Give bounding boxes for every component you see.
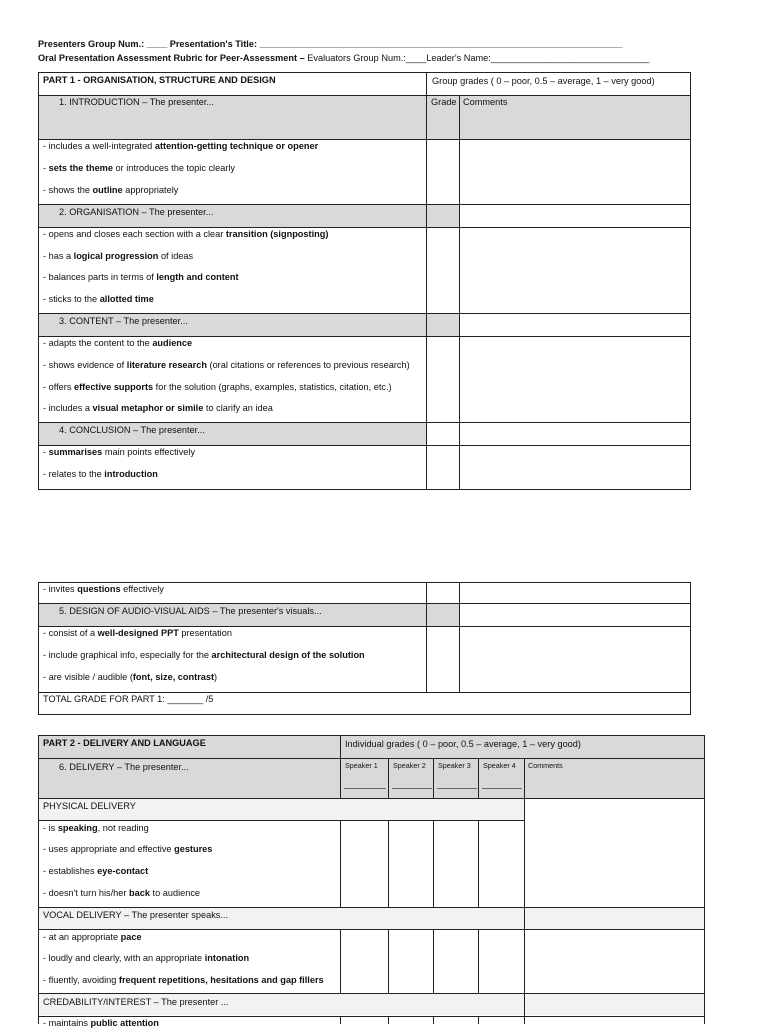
col-speaker-4: Speaker 4 [483,761,516,770]
criterion-public-attention: - maintains public attention [43,1018,159,1028]
rubric-title: Oral Presentation Assessment Rubric for Peer-Assessment – [38,53,305,63]
credibility-heading: CREDABILITY/INTEREST – The presenter ... [43,997,229,1007]
criterion-pace: - at an appropriate pace [43,932,142,942]
criterion-fluency: - fluently, avoiding frequent repetitions, hesitations and gap fillers [43,975,324,985]
criterion-supports: - offers effective supports for the solution (graphs, examples, statistics, citation, etc.) [43,382,392,392]
sec5-heading: 5. DESIGN OF AUDIO-VISUAL AIDS – The presenter's visuals... [59,606,322,616]
sec2-heading: 2. ORGANISATION – The presenter... [59,207,214,217]
vocal-delivery-heading: VOCAL DELIVERY – The presenter speaks... [43,910,229,920]
evaluators-fields: Evaluators Group Num.:____Leader's Name:_______________________________ [304,53,650,63]
sec6-heading: 6. DELIVERY – The presenter... [59,762,189,772]
part2-grades-header: Individual grades ( 0 – poor, 0.5 – average, 1 – very good) [345,739,581,749]
criterion-ppt: - consist of a well-designed PPT presentation [43,628,232,638]
criterion-graphical: - include graphical info, especially for the architectural design of the solution [43,650,365,660]
criterion-attention: - includes a well-integrated attention-getting technique or opener [43,141,319,151]
sec5-band-grade [427,604,459,626]
criterion-speaking: - is speaking, not reading [43,823,149,833]
sec2-band-grade [427,205,459,227]
col-comments-part2: Comments [528,761,563,770]
col-speaker-3: Speaker 3 [438,761,471,770]
criterion-metaphor: - includes a visual metaphor or simile to clarify an idea [43,403,273,413]
header-line-2 [38,53,649,63]
criterion-visible: - are visible / audible (font, size, contrast) [43,672,218,682]
criterion-audience: - adapts the content to the audience [43,338,193,348]
criterion-research: - shows evidence of literature research (oral citations or references to previous research) [43,360,410,370]
header-presenters-title: Presenters Group Num.: ____ Presentation's Title: _______________________________________________________________________ [38,39,623,49]
col-speaker-1: Speaker 1 [345,761,378,770]
criterion-time: - sticks to the allotted time [43,294,154,304]
sec4-heading: 4. CONCLUSION – The presenter... [59,425,205,435]
physical-delivery-heading: PHYSICAL DELIVERY [43,801,136,811]
criterion-transition: - opens and closes each section with a clear transition (signposting) [43,229,329,239]
sec1-heading: 1. INTRODUCTION – The presenter... [59,97,215,107]
sec3-band-grade [427,314,459,336]
criterion-back: - doesn't turn his/her back to audience [43,888,201,898]
total-grade-part1: TOTAL GRADE FOR PART 1: _______ /5 [43,694,214,704]
criterion-questions: - invites questions effectively [43,584,164,594]
criterion-theme: - sets the theme or introduces the topic clearly [43,163,236,173]
part1-grades-header: Group grades ( 0 – poor, 0.5 – average, 1 – very good) [432,76,655,86]
header-line-1 [38,39,622,49]
part1-title: PART 1 - ORGANISATION, STRUCTURE AND DESIGN [43,75,276,85]
col-speaker-2: Speaker 2 [393,761,426,770]
criterion-summarises: - summarises main points effectively [43,447,196,457]
criterion-introduction: - relates to the introduction [43,469,158,479]
criterion-balance: - balances parts in terms of length and content [43,272,239,282]
sec3-heading: 3. CONTENT – The presenter... [59,316,188,326]
criterion-intonation: - loudly and clearly, with an appropriate intonation [43,953,250,963]
criterion-gestures: - uses appropriate and effective gestures [43,844,213,854]
part2-title: PART 2 - DELIVERY AND LANGUAGE [43,738,206,748]
col-comments: Comments [463,97,508,107]
criterion-logical: - has a logical progression of ideas [43,251,194,261]
criterion-eye-contact: - establishes eye-contact [43,866,149,876]
col-grade: Grade [431,97,457,107]
criterion-outline: - shows the outline appropriately [43,185,179,195]
